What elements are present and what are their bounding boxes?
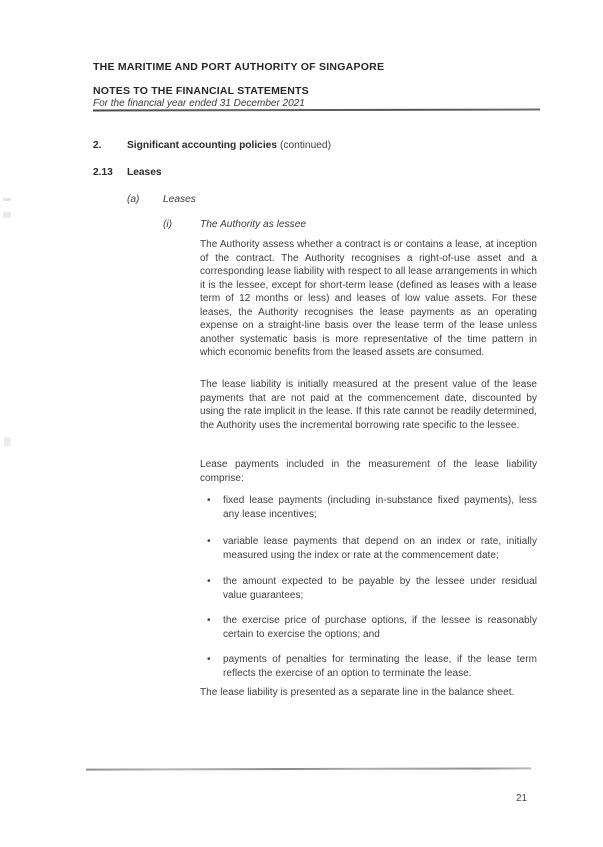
scan-artifact: [4, 437, 11, 446]
bullet-residual-value-guarantees: [200, 575, 537, 602]
bullet-text: payments of penalties for terminating the lease, if the lease term reflects the exercise of an option to terminate the lease.: [223, 654, 537, 679]
subsection-number: 2.13: [93, 167, 113, 178]
paragraph-lease-liability-measurement: The lease liability is initially measured at the present value of the lease payments that are not paid at the commencement date, discounted by using the rate implicit in the lease. If this rate cannot be readily determined, the Authority uses the incremental borrowing rate specific to the lessee.: [200, 379, 537, 431]
section-title: [127, 140, 331, 151]
bullet-icon: •: [207, 576, 211, 587]
scan-artifact: [3, 198, 11, 201]
organization-title: THE MARITIME AND PORT AUTHORITY OF SINGAPORE: [93, 61, 385, 73]
bullet-text: the exercise price of purchase options, if the lessee is reasonably certain to exercise the options; and: [223, 615, 537, 640]
sub-sub-item-title: The Authority as lessee: [200, 219, 307, 230]
bullet-icon: •: [207, 654, 211, 665]
reporting-period: For the financial year ended 31 December 2021: [93, 98, 305, 109]
bullet-text: variable lease payments that depend on an index or rate, initially measured using the index or rate at the commencement date;: [223, 536, 537, 561]
bullet-text: fixed lease payments (including in-substance fixed payments), less any lease incentives;: [223, 495, 537, 520]
bullet-icon: •: [207, 615, 211, 626]
bullet-icon: •: [207, 536, 211, 547]
paragraph-lease-payments-intro: Lease payments included in the measurement of the lease liability comprise:: [200, 459, 537, 484]
sub-item-title: Leases: [163, 194, 196, 205]
bullet-variable-lease-payments: [200, 535, 537, 562]
sub-sub-item-label: (i): [163, 219, 173, 230]
bullet-purchase-options: [200, 614, 537, 641]
header-rule: [93, 109, 540, 112]
bullet-termination-penalties: [200, 653, 537, 680]
section-continued-label: (continued): [280, 140, 331, 151]
paragraph-lessee-assessment: The Authority assess whether a contract is or contains a lease, at inception of the contract. The Authority recognises a right-of-use asset and a corresponding lease liability with respect to all lease arrangements in which it is the lessee, except for short-term lease (defined as leases with a lease term of 12 months or less) and leases of low value assets. For these leases, the Authority recognises the lease payments as an operating expense on a straight-line basis over the lease term of the lease unless another systematic basis is more representative of the time pattern in which economic benefits from the leased assets are consumed.: [200, 239, 537, 358]
footer-rule: [86, 767, 531, 770]
sub-item-label: (a): [127, 194, 140, 205]
section-number: 2.: [93, 140, 102, 151]
section-title-text: Significant accounting policies: [127, 140, 278, 151]
paragraph-balance-sheet-presentation: The lease liability is presented as a separate line in the balance sheet.: [200, 687, 515, 698]
page-number: 21: [516, 793, 528, 804]
bullet-text: the amount expected to be payable by the lessee under residual value guarantees;: [223, 576, 537, 601]
document-title: NOTES TO THE FINANCIAL STATEMENTS: [93, 85, 309, 97]
bullet-icon: •: [207, 495, 211, 506]
subsection-title: Leases: [127, 167, 162, 178]
bullet-fixed-lease-payments: [200, 494, 537, 521]
scan-artifact: [3, 212, 11, 218]
